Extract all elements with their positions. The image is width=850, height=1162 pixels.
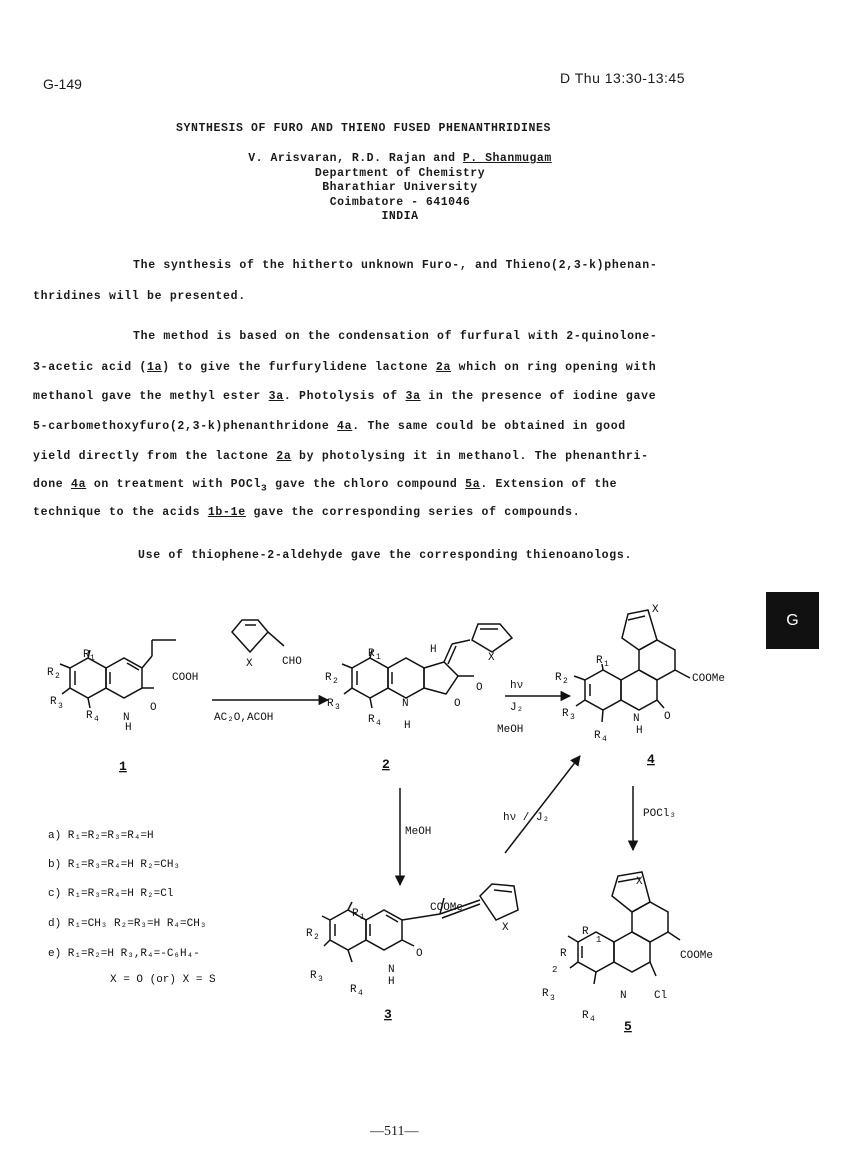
r2-label-3: R [306, 928, 313, 940]
r1-label-4: R [596, 655, 603, 667]
svg-text:3: 3 [550, 994, 555, 1003]
abstract-p1-line2: thridines will be presented. [33, 290, 246, 303]
meoh-label: MeOH [405, 826, 432, 838]
abstract-p2-line1: The method is based on the condensation of furfural with 2-quinolone- [133, 330, 658, 343]
author-names: V. Arisvaran, R.D. Rajan and P. Shanmugam [248, 152, 552, 165]
substituent-c: c) R₁=R₃=R₄=H R₂=Cl [48, 888, 174, 900]
n-label-4: N [633, 713, 640, 725]
carbonyl-o-4: O [664, 711, 671, 723]
r2-label-5: R [560, 948, 567, 960]
cooh-group: COOH [172, 672, 199, 684]
nh-label-1: N [123, 712, 130, 724]
arrow-photolysis-ester [505, 756, 580, 853]
r1-label-5: R [582, 926, 589, 938]
svg-text:3: 3 [335, 703, 340, 712]
pocl3-label: POCl₃ [643, 808, 677, 820]
svg-text:4: 4 [358, 989, 363, 998]
author-city: Coimbatore - 641046 [329, 195, 471, 209]
compound-4-structure [574, 610, 690, 722]
coome-5: COOMe [680, 950, 714, 962]
n-label-2: N [402, 698, 409, 710]
author-block [200, 152, 600, 225]
r4-label-1: R [86, 710, 93, 722]
substituent-x: X = O (or) X = S [110, 974, 216, 986]
coome-3: COOMe [430, 902, 464, 914]
svg-text:1: 1 [596, 935, 602, 945]
n-label-5: N [620, 990, 627, 1002]
substituent-d: d) R₁=CH₃ R₂=R₃=H R₄=CH₃ [48, 918, 207, 930]
svg-text:2: 2 [333, 677, 338, 686]
paper-title: SYNTHESIS OF FURO AND THIENO FUSED PHENANTHRIDINES [176, 122, 552, 135]
abstract-p2-line7: technique to the acids 1b-1e gave the corresponding series of compounds. [33, 506, 581, 519]
compound-label-4: 4 [647, 752, 655, 767]
aldehyde-group: CHO [282, 656, 302, 668]
r3-label-1: R [50, 696, 57, 708]
svg-text:2: 2 [314, 933, 319, 942]
x-label-5: X [636, 876, 643, 888]
author-univ: Bharathiar University [322, 181, 478, 194]
svg-text:4: 4 [94, 715, 99, 724]
r3-label-4: R [562, 708, 569, 720]
svg-text:3: 3 [58, 702, 63, 711]
substituent-e: e) R₁=R₂=H R₃,R₄=-C₆H₄- [48, 948, 200, 960]
r3-label-2: R [327, 698, 334, 710]
arrow2-solvent: MeOH [497, 724, 524, 736]
svg-text:1: 1 [604, 660, 609, 669]
section-tab: G [766, 592, 819, 649]
arrow2-bottom: J₂ [510, 702, 524, 714]
h-label-1: H [125, 722, 132, 734]
r1-label-3: R [352, 908, 359, 920]
x-label-2: X [488, 652, 495, 664]
furan-reagent-structure [232, 620, 284, 652]
abstract-p1-line1: The synthesis of the hitherto unknown Furo-, and Thieno(2,3-k)phenan- [133, 259, 658, 272]
abstract-p3: Use of thiophene-2-aldehyde gave the corresponding thienoanologs. [138, 549, 633, 562]
arrow1-conditions: AC₂O,ACOH [214, 712, 274, 724]
compound-label-1: 1 [119, 759, 127, 774]
substituent-b: b) R₁=R₃=R₄=H R₂=CH₃ [48, 859, 181, 871]
r2-label-4: R [555, 672, 562, 684]
coome-4: COOMe [692, 673, 726, 685]
author-dept: Department of Chemistry [314, 166, 486, 180]
svg-text:2: 2 [563, 677, 568, 686]
r4-label-4: R [594, 730, 601, 742]
diag-arrow-label: hν / J₂ [503, 812, 550, 824]
r2-label-2: R [325, 672, 332, 684]
vinyl-h-2: H [430, 644, 437, 656]
r4-label-5: R [582, 1010, 589, 1022]
compound-1-structure [60, 640, 176, 708]
reaction-scheme [0, 580, 760, 1040]
compound-2-structure [342, 624, 512, 708]
cl-label-5: Cl [654, 990, 668, 1002]
x-label-3: X [502, 922, 509, 934]
compound-label-5: 5 [624, 1019, 632, 1034]
abstract-p2-line3: methanol gave the methyl ester 3a. Photolysis of 3a in the presence of iodine gave [33, 390, 657, 403]
r3-label-3: R [310, 970, 317, 982]
r2-label-1: R [47, 667, 54, 679]
author-country: INDIA [381, 210, 419, 223]
svg-text:4: 4 [376, 719, 381, 728]
abstract-p2-line2: 3-acetic acid (1a) to give the furfurylidene lactone 2a which on ring opening with [33, 361, 657, 374]
carbonyl-o-2: O [476, 682, 483, 694]
arrow2-top: hν [510, 680, 524, 692]
svg-text:2: 2 [552, 965, 558, 975]
svg-text:3: 3 [318, 975, 323, 984]
furan-x-label: X [246, 658, 253, 670]
session-time: D Thu 13:30-13:45 [560, 70, 685, 86]
carbonyl-o-1: O [150, 702, 157, 714]
r1-label-2: R [368, 648, 375, 660]
abstract-p2-line6: done 4a on treatment with POCl$_3$ gave the chloro compound 5a. Extension of the [33, 478, 618, 494]
carbonyl-o-3: O [416, 948, 423, 960]
r4-label-3: R [350, 984, 357, 996]
substituent-a: a) R₁=R₂=R₃=R₄=H [48, 830, 154, 842]
svg-text:2: 2 [55, 672, 60, 681]
svg-text:3: 3 [570, 713, 575, 722]
h-label-2: H [404, 720, 411, 732]
n-label-3: N [388, 964, 395, 976]
svg-text:4: 4 [590, 1015, 595, 1024]
r1-label-1: R [83, 649, 90, 661]
compound-label-2: 2 [382, 757, 390, 772]
lactone-o-2: O [454, 698, 461, 710]
svg-text:1: 1 [90, 654, 95, 663]
compound-label-3: 3 [384, 1007, 392, 1022]
svg-text:4: 4 [602, 735, 607, 744]
svg-text:1: 1 [376, 653, 381, 662]
h-label-4: H [636, 725, 643, 737]
r3-label-5: R [542, 988, 549, 1000]
r4-label-2: R [368, 714, 375, 726]
session-code: G-149 [43, 76, 82, 92]
x-label-4: X [652, 604, 659, 616]
abstract-p2-line5: yield directly from the lactone 2a by photolysing it in methanol. The phenanthri- [33, 450, 649, 463]
page-number: —511— [370, 1124, 419, 1139]
h-label-3: H [388, 976, 395, 988]
abstract-p2-line4: 5-carbomethoxyfuro(2,3-k)phenanthridone 4a. The same could be obtained in good [33, 420, 626, 433]
svg-text:1: 1 [360, 913, 365, 922]
